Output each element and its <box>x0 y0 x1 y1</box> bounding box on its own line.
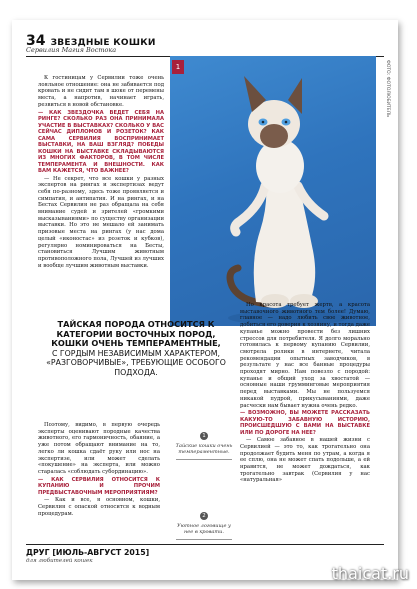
caption-number: 2 <box>200 512 208 520</box>
caption-2 <box>174 512 234 540</box>
page-number: 34 <box>26 33 46 49</box>
interview-question: — КАК ЗВЕЗДОЧКА ВЕДЕТ СЕБЯ НА РИНГЕ? СКОЛЬКО РАЗ ОНА ПРИНИМАЛА УЧАСТИЕ В ВЫСТАВКАХ? СКОЛЬКО У ВАС СЕЙЧАС ДИПЛОМОВ И РОЗЕТОК? КАК САМА СЕРВИЛИЯ ВОСПРИНИМАЕТ ВЫСТАВКИ, НА ВАШ ВЗГЛЯД? ПОБЕДЫ КОШКИ НА ВЫСТАВКЕ СКЛАДЫВАЮТСЯ ИЗ МНОГИХ ФАКТОРОВ, В ТОМ ЧИСЛЕ ТЕМПЕРАМЕНТА И ВНЕШНОСТИ. КАК ВАМ КАЖЕТСЯ, ЧТО ВАЖНЕЕ? <box>38 109 164 175</box>
interview-answer: — Самое забавное в нашей жизни с Сервилией — это то, как трогательно она продолжает будить меня по утрам, а когда я ее сплю, она не может спать подольше, а ей нравится, не может дождаться, как трогательно завтрак (Сервилия у нас «натуральная» <box>240 437 370 484</box>
caption-divider <box>176 459 232 460</box>
interview-question: — ВОЗМОЖНО, ВЫ МОЖЕТЕ РАССКАЗАТЬ КАКУЮ-ТО ЗАБАВНУЮ ИСТОРИЮ, ПРОИСШЕДШУЮ С ВАМИ НА ВЫСТАВКЕ ИЛИ ПО ДОРОГЕ НА НЕЕ? <box>240 410 370 436</box>
article-column-2 <box>240 302 370 485</box>
article-column-1 <box>38 75 164 270</box>
section-title: ЗВЕЗДНЫЕ КОШКИ <box>50 38 156 48</box>
caption-1 <box>174 432 234 460</box>
article-column-3 <box>38 422 160 518</box>
byline: Сервилия Магия Востока <box>26 46 117 54</box>
photo-credit: ФОТО: ФОТОЛЮБИТЕЛЬ <box>385 60 390 118</box>
caption-text: Уютное логовище у нее в кровати. <box>177 523 231 535</box>
interview-answer: — Как и все, я основном, кошки, Сервилия с опаской относится к водным процедурам. <box>38 497 160 517</box>
pull-quote-regular: С ГОРДЫМ НЕЗАВИСИМЫМ ХАРАКТЕРОМ, «РАЗГОВОРЧИВЫЕ», ТРЕБУЮЩИЕ ОСОБОГО ПОДХОДА. <box>46 348 226 377</box>
interview-question: — КАК СЕРВИЛИЯ ОТНОСИТСЯ К КУПАНИЮ И ПРОЧИМ ПРЕДВЫСТАВОЧНЫМ МЕРОПРИЯТИЯМ? <box>38 476 160 496</box>
pull-quote <box>38 320 234 394</box>
siamese-cat-illustration <box>170 56 376 326</box>
paragraph: Но красота требует жертв, а красота выставочного животного тем более! Думаю, главное — надо любить свое животное, добиться его доверия к хозяину, и тогда даже купанье можно провести без лишних стрессов для потребителя. Я долго морально готовилась к первому купанию Сервилии, смотрела ролики в интернете, читала рекомендации опытных заводчиков, в результате у нас все банные процедуры проходят мирно. Нам повезло с породой: купанье и общий уход за хвостатой — основные наши грумминговые мероприятия перед выставками. Мы не пользуемся никакой пудрой, прикусываниями, даже расчески нам бывает нужна очень редко. <box>240 302 370 409</box>
caption-text: Тайские кошки очень темпераментные. <box>175 443 233 455</box>
photo-index-badge: 1 <box>172 60 184 74</box>
paragraph: Поэтому, видимо, в первую очередь эксперты оценивают породные качества животного, его гармоничность, обаяние, а уже потом обращают внимание на то, легко ли кошка сдаёт руку или нос на экспертизе, или может сделать «покушение» на эксперта, или можно старалась «соблюдать субординацию». <box>38 422 160 475</box>
caption-number: 1 <box>200 432 208 440</box>
photo-captions <box>174 432 234 544</box>
page-footer <box>26 548 149 564</box>
interview-answer: — Не секрет, что все кошки у разных экспертов на рингах и экспертизах ведут себя по-разному, здесь тоже проявляется и симпатия, и антипатия. И на рингах, и на Бестах Сервилия не раз обращала на себя внимание судей и зрителей «громкими высказываниями» по существу организации выставки. Но это не мешало ей занимать призовые места на рингах (у нас дома целый «иконостас» из розеток и кубков), регулярно номинироваться на Бесты, становиться Лучшим животным противоположного пола, Лучшей из лучших и вообще лучшим животным выставки. <box>38 175 164 269</box>
site-watermark: thaicat.ru <box>331 564 409 583</box>
magazine-subtitle: для любителей кошек <box>26 558 93 564</box>
paragraph: К гостиницам у Сервилии тоже очень лояльное отношение: она не забивается под кровать и не сидит там в шоке от перемены места, а напротив, начинает играть, резвиться в новой обстановке. <box>38 75 164 108</box>
magazine-page <box>12 20 398 580</box>
pull-quote-bold: ТАЙСКАЯ ПОРОДА ОТНОСИТСЯ К КАТЕГОРИИ ВОСТОЧНЫХ ПОРОД, КОШКИ ОЧЕНЬ ТЕМПЕРАМЕНТНЫЕ, <box>51 319 221 348</box>
magazine-title: ДРУГ [ИЮЛЬ-АВГУСТ 2015] <box>26 548 150 557</box>
page-header <box>26 30 386 54</box>
cat-photo <box>170 56 376 326</box>
caption-divider <box>176 539 232 540</box>
footer-rule <box>26 544 384 545</box>
